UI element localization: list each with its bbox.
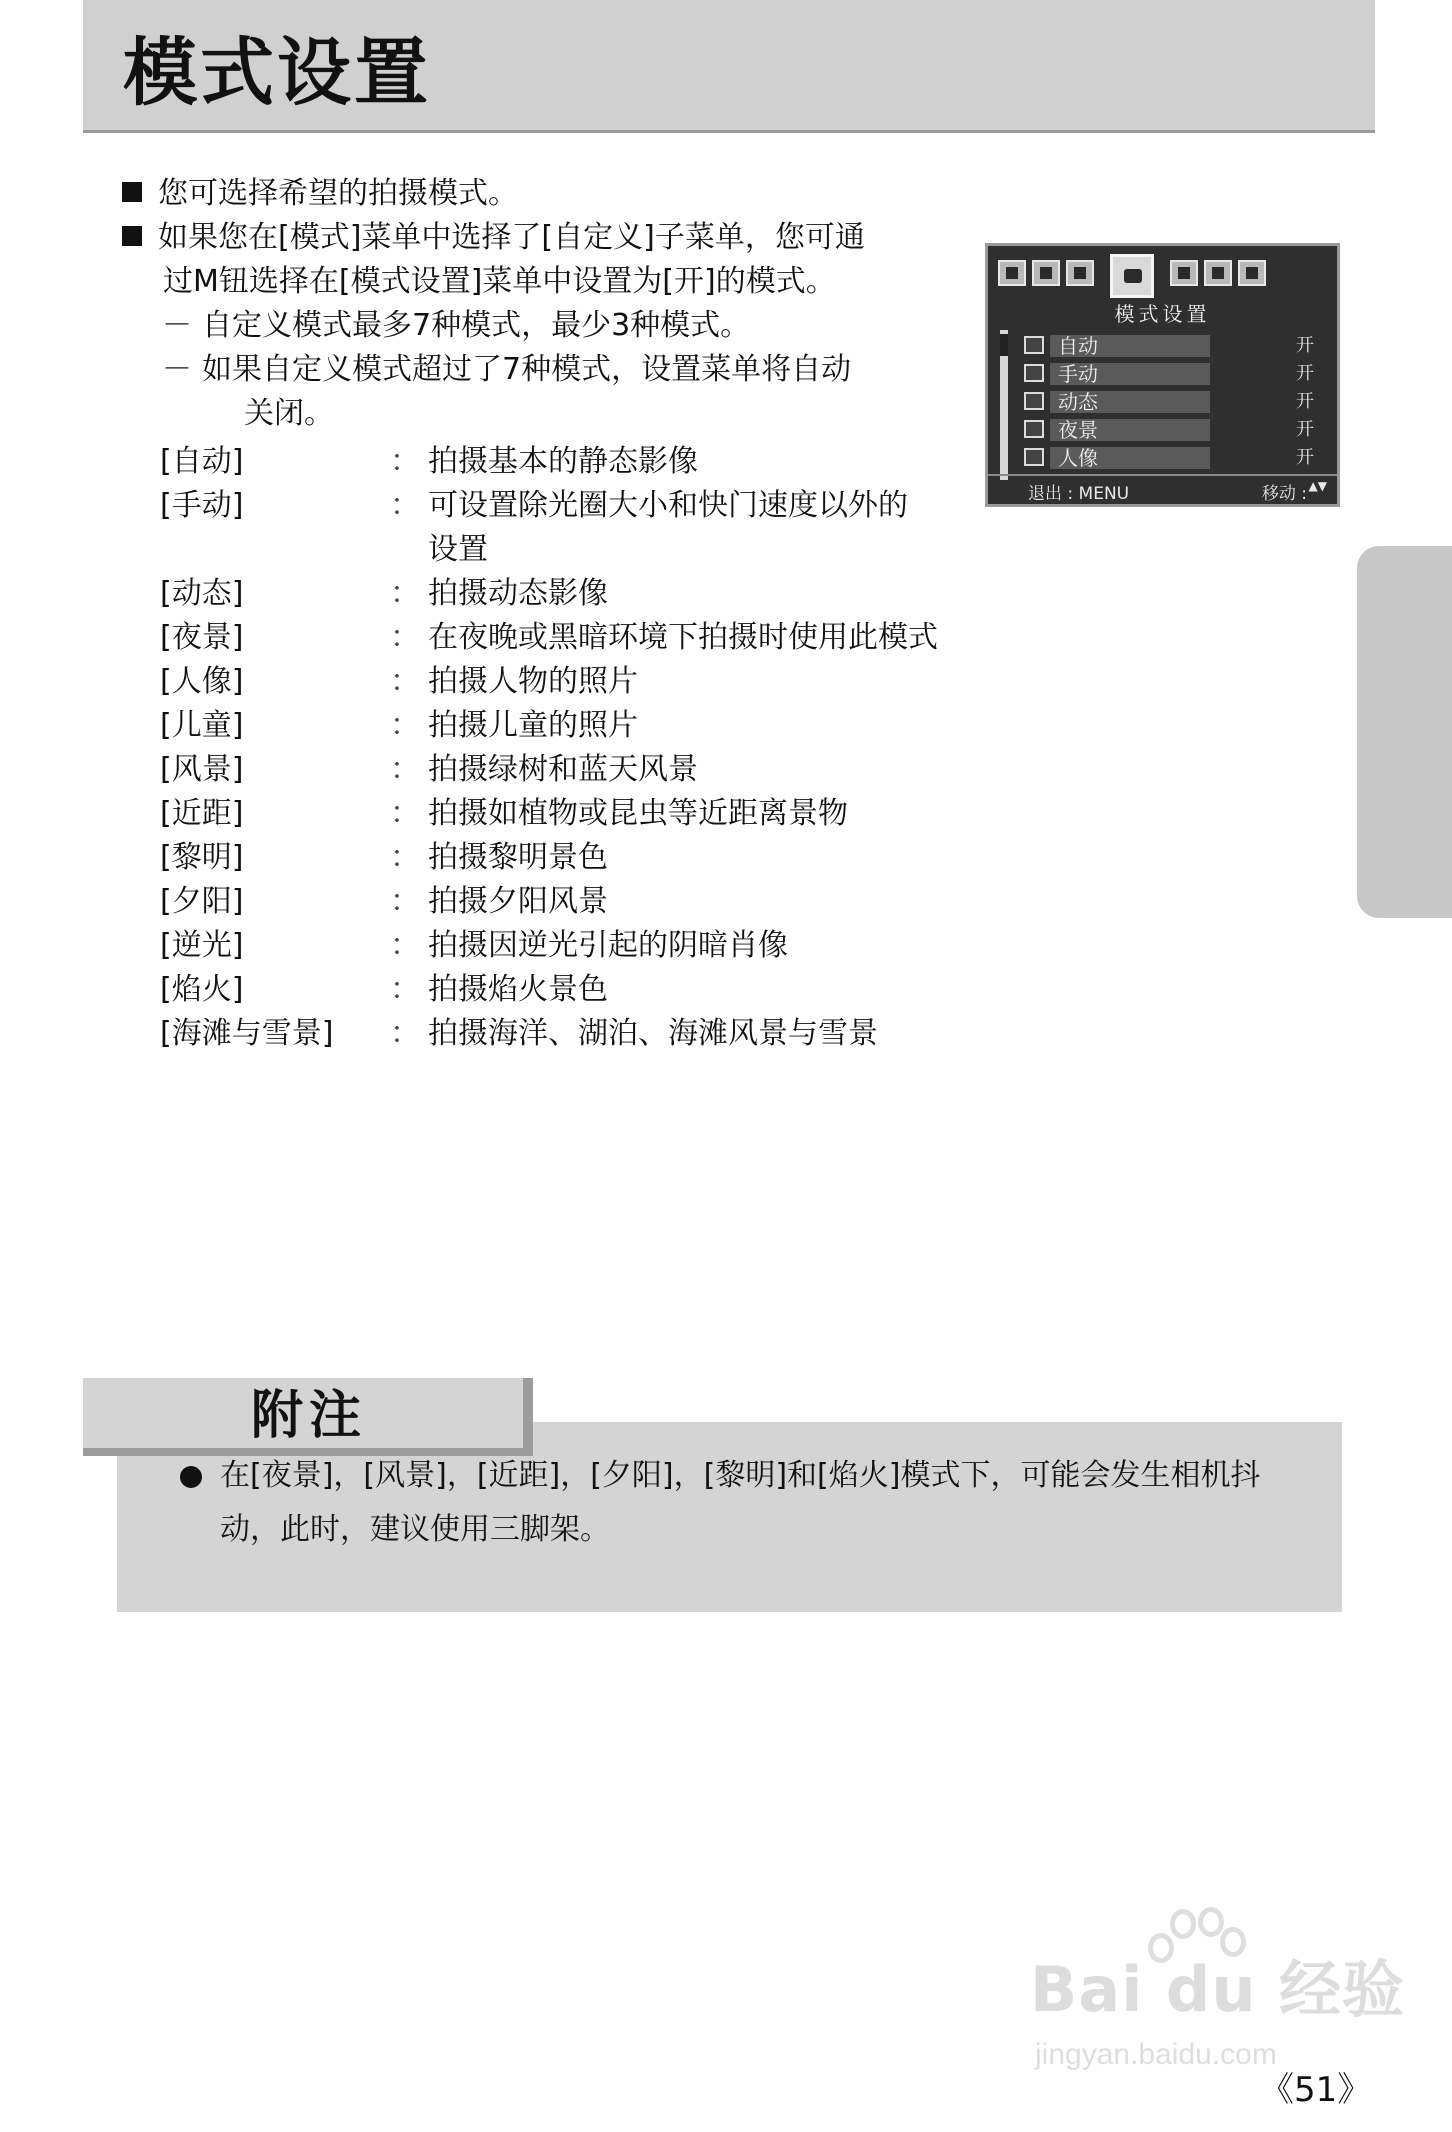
portrait-mode-icon — [1024, 448, 1044, 466]
mode-colon: ： — [390, 488, 420, 523]
mode-desc: 拍摄焰火景色 — [428, 972, 608, 1007]
mode-name: [黎明] — [160, 840, 244, 875]
mode-name: [逆光] — [160, 928, 244, 963]
dash-mark: － — [162, 308, 192, 343]
mode-row — [160, 880, 1020, 924]
intro-dash-1: － 自定义模式最多7种模式，最少3种模式。 — [122, 304, 982, 348]
dash-mark: － — [162, 352, 192, 387]
camera-menu-tabs — [998, 254, 1328, 294]
mode-desc: 可设置除光圈大小和快门速度以外的设置 — [428, 488, 908, 567]
camera-move-hint: 移动 : — [1261, 484, 1307, 504]
mode-colon: ： — [390, 444, 420, 479]
camera-menu-list — [1022, 332, 1322, 472]
image-tab-icon — [1032, 260, 1060, 286]
mode-colon: ： — [390, 620, 420, 655]
mode-desc: 拍摄如植物或昆虫等近距离景物 — [428, 796, 848, 831]
camera-menu-scrollbar — [1000, 330, 1008, 480]
camera-menu-item: 手动 开 — [1022, 360, 1322, 388]
camera-menu-item: 动态 开 — [1022, 388, 1322, 416]
page-number: 《51》 — [1260, 2070, 1372, 2110]
mode-row — [160, 484, 1020, 572]
header-bar — [83, 0, 1375, 133]
action-mode-icon — [1024, 392, 1044, 410]
baidu-logo-watermark: Bai du 经验 — [1030, 1953, 1406, 2026]
person-tab-icon — [1204, 260, 1232, 286]
mode-name: [风景] — [160, 752, 244, 787]
square-bullet-icon — [122, 226, 142, 246]
mode-desc: 拍摄夕阳风景 — [428, 884, 608, 919]
mode-name: [夕阳] — [160, 884, 244, 919]
mode-desc: 拍摄人物的照片 — [428, 664, 638, 699]
mode-name: [手动] — [160, 488, 244, 523]
mode-name: [近距] — [160, 796, 244, 831]
camera-menu-item: 夜景 开 — [1022, 416, 1322, 444]
mode-row — [160, 704, 1020, 748]
mode-row — [160, 1012, 1020, 1056]
note-header — [83, 1378, 533, 1456]
mode-desc: 拍摄海洋、湖泊、海滩风景与雪景 — [428, 1016, 878, 1051]
mode-desc: 拍摄基本的静态影像 — [428, 444, 698, 479]
camera-tab-icon — [1110, 254, 1154, 298]
up-down-arrow-icon: ▲▼ — [1308, 479, 1327, 493]
mode-colon: ： — [390, 840, 420, 875]
mode-desc: 拍摄因逆光引起的阴暗肖像 — [428, 928, 788, 963]
mode-row — [160, 836, 1020, 880]
mode-row — [160, 616, 1020, 660]
intro-dash-2-cont: 关闭。 — [244, 396, 334, 431]
mode-m-tab-icon — [1066, 260, 1094, 286]
mode-colon: ： — [390, 708, 420, 743]
intro-section — [122, 172, 982, 436]
mode-row — [160, 968, 1020, 1012]
mode-row — [160, 572, 1020, 616]
mode-name: [夜景] — [160, 620, 244, 655]
mode-desc: 拍摄动态影像 — [428, 576, 608, 611]
mode-colon: ： — [390, 928, 420, 963]
playback-tab-icon — [998, 260, 1026, 286]
display-tab-icon — [1170, 260, 1198, 286]
round-bullet-icon — [180, 1466, 202, 1488]
note-text-line-1: 在[夜景]，[风景]，[近距]，[夕阳]，[黎明]和[焰火]模式下，可能会发生相机抖 — [220, 1458, 1261, 1493]
mode-colon: ： — [390, 1016, 420, 1051]
mode-name: [儿童] — [160, 708, 244, 743]
mode-name: [焰火] — [160, 972, 244, 1007]
auto-mode-icon — [1024, 336, 1044, 354]
edit-tab-icon — [1238, 260, 1266, 286]
note-text-line-2: 动，此时，建议使用三脚架。 — [220, 1512, 610, 1547]
intro-bullet-1: 您可选择希望的拍摄模式。 — [122, 172, 982, 216]
mode-colon: ： — [390, 664, 420, 699]
camera-menu-item: 自动 开 — [1022, 332, 1322, 360]
mode-colon: ： — [390, 576, 420, 611]
watermark-url: jingyan.baidu.com — [1035, 2038, 1277, 2071]
note-title: 附注 — [251, 1386, 368, 1446]
mode-desc: 拍摄黎明景色 — [428, 840, 608, 875]
side-tab — [1357, 546, 1452, 918]
page-title: 模式设置 — [123, 30, 431, 116]
manual-mode-icon — [1024, 364, 1044, 382]
mode-row — [160, 440, 1020, 484]
mode-row — [160, 792, 1020, 836]
mode-row — [160, 748, 1020, 792]
camera-menu-title: 模式设置 — [1114, 302, 1211, 326]
mode-row — [160, 924, 1020, 968]
camera-menu-item: 人像 开 — [1022, 444, 1322, 472]
mode-desc: 拍摄绿树和蓝天风景 — [428, 752, 698, 787]
mode-desc: 拍摄儿童的照片 — [428, 708, 638, 743]
night-mode-icon — [1024, 420, 1044, 438]
mode-desc: 在夜晚或黑暗环境下拍摄时使用此模式 — [428, 620, 938, 655]
mode-row — [160, 660, 1020, 704]
intro-dash-2: － 如果自定义模式超过了7种模式，设置菜单将自动 — [122, 348, 982, 392]
camera-exit-hint: 退出 : MENU — [1028, 484, 1130, 504]
mode-name: [动态] — [160, 576, 244, 611]
intro-bullet-2-cont: 过M钮选择在[模式设置]菜单中设置为[开]的模式。 — [163, 264, 836, 299]
mode-name: [自动] — [160, 444, 244, 479]
mode-list — [160, 440, 1020, 1056]
mode-colon: ： — [390, 884, 420, 919]
mode-colon: ： — [390, 972, 420, 1007]
square-bullet-icon — [122, 182, 142, 202]
mode-name: [海滩与雪景] — [160, 1016, 334, 1051]
camera-menu-footer — [988, 474, 1337, 504]
mode-name: [人像] — [160, 664, 244, 699]
mode-colon: ： — [390, 752, 420, 787]
intro-bullet-2: 如果您在[模式]菜单中选择了[自定义]子菜单，您可通 — [122, 216, 982, 260]
camera-menu-screenshot — [985, 243, 1340, 507]
mode-colon: ： — [390, 796, 420, 831]
